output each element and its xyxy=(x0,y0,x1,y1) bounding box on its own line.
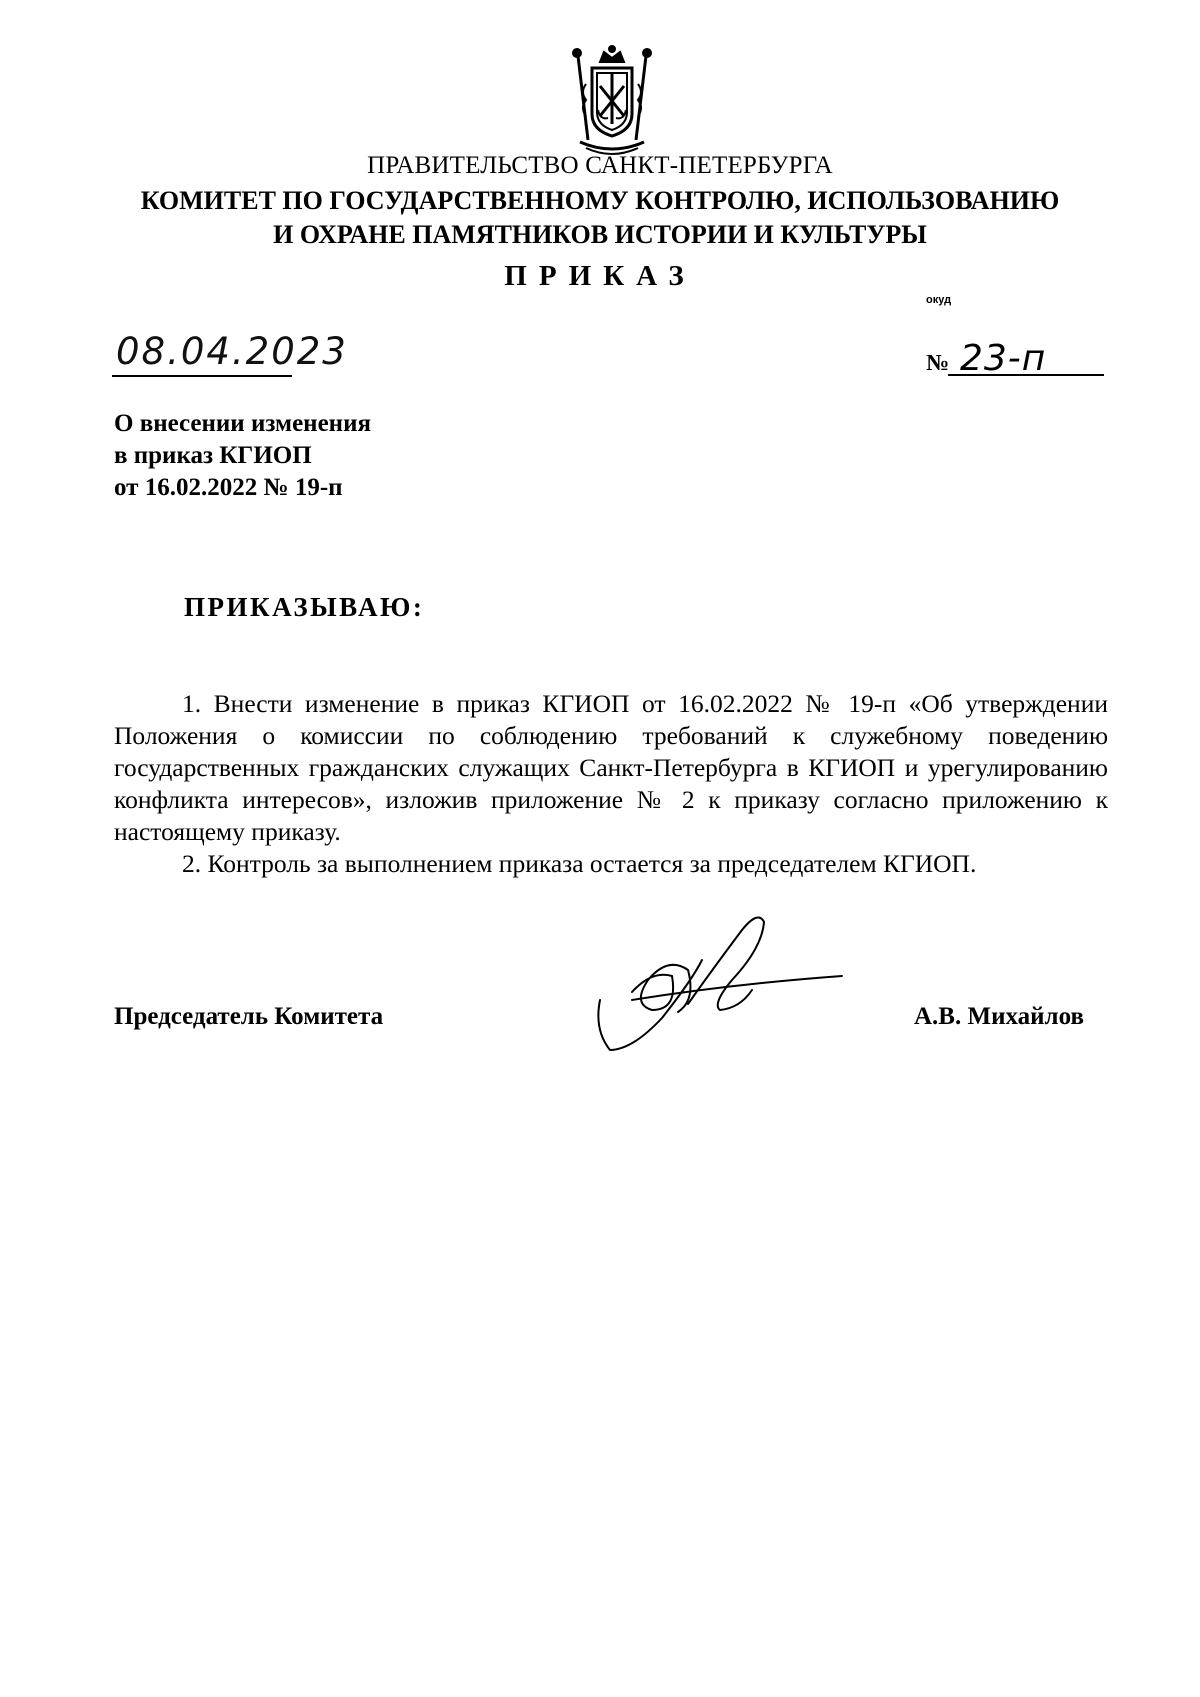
okud-label: окуд xyxy=(926,294,952,306)
handwritten-signature xyxy=(592,900,872,1060)
number-underline xyxy=(948,374,1104,376)
document-type: ПРИКАЗ xyxy=(504,260,696,292)
order-body xyxy=(114,688,1108,880)
saint-petersburg-coat-of-arms-icon xyxy=(566,44,658,156)
order-item-1: 1. Внести изменение в приказ КГИОП от 16.02.2022 № 19-п «Об утверждении Положения о комиссии по соблюдению требований к служебному поведению государственных гражданских служащих Санкт-Петербурга в КГИОП и урегулированию конфликта интересов», изложив приложение № 2 к приказу согласно приложению к настоящему приказу. xyxy=(114,689,1108,846)
signer-name: А.В. Михайлов xyxy=(914,1003,1084,1030)
committee-name-line2: И ОХРАНЕ ПАМЯТНИКОВ ИСТОРИИ И КУЛЬТУРЫ xyxy=(273,220,927,249)
document-number: 23-п xyxy=(960,338,1047,379)
document-date: 08.04.2023 xyxy=(116,330,348,373)
subject-line2: в приказ КГИОП xyxy=(114,442,312,469)
committee-name xyxy=(0,184,1200,252)
committee-name-line1: КОМИТЕТ ПО ГОСУДАРСТВЕННОМУ КОНТРОЛЮ, ИСПОЛЬЗОВАНИЮ xyxy=(140,186,1060,215)
subject-line3: от 16.02.2022 № 19-п xyxy=(114,474,343,501)
subject-line1: О внесении изменения xyxy=(114,410,372,437)
order-directive: ПРИКАЗЫВАЮ: xyxy=(184,592,425,622)
number-sign: № xyxy=(926,350,950,375)
date-underline xyxy=(112,375,292,377)
signer-title: Председатель Комитета xyxy=(114,1003,384,1030)
document-subject xyxy=(114,408,371,504)
order-item-2: 2. Контроль за выполнением приказа остается за председателем КГИОП. xyxy=(182,849,977,878)
government-name: ПРАВИТЕЛЬСТВО САНКТ-ПЕТЕРБУРГА xyxy=(367,152,833,179)
